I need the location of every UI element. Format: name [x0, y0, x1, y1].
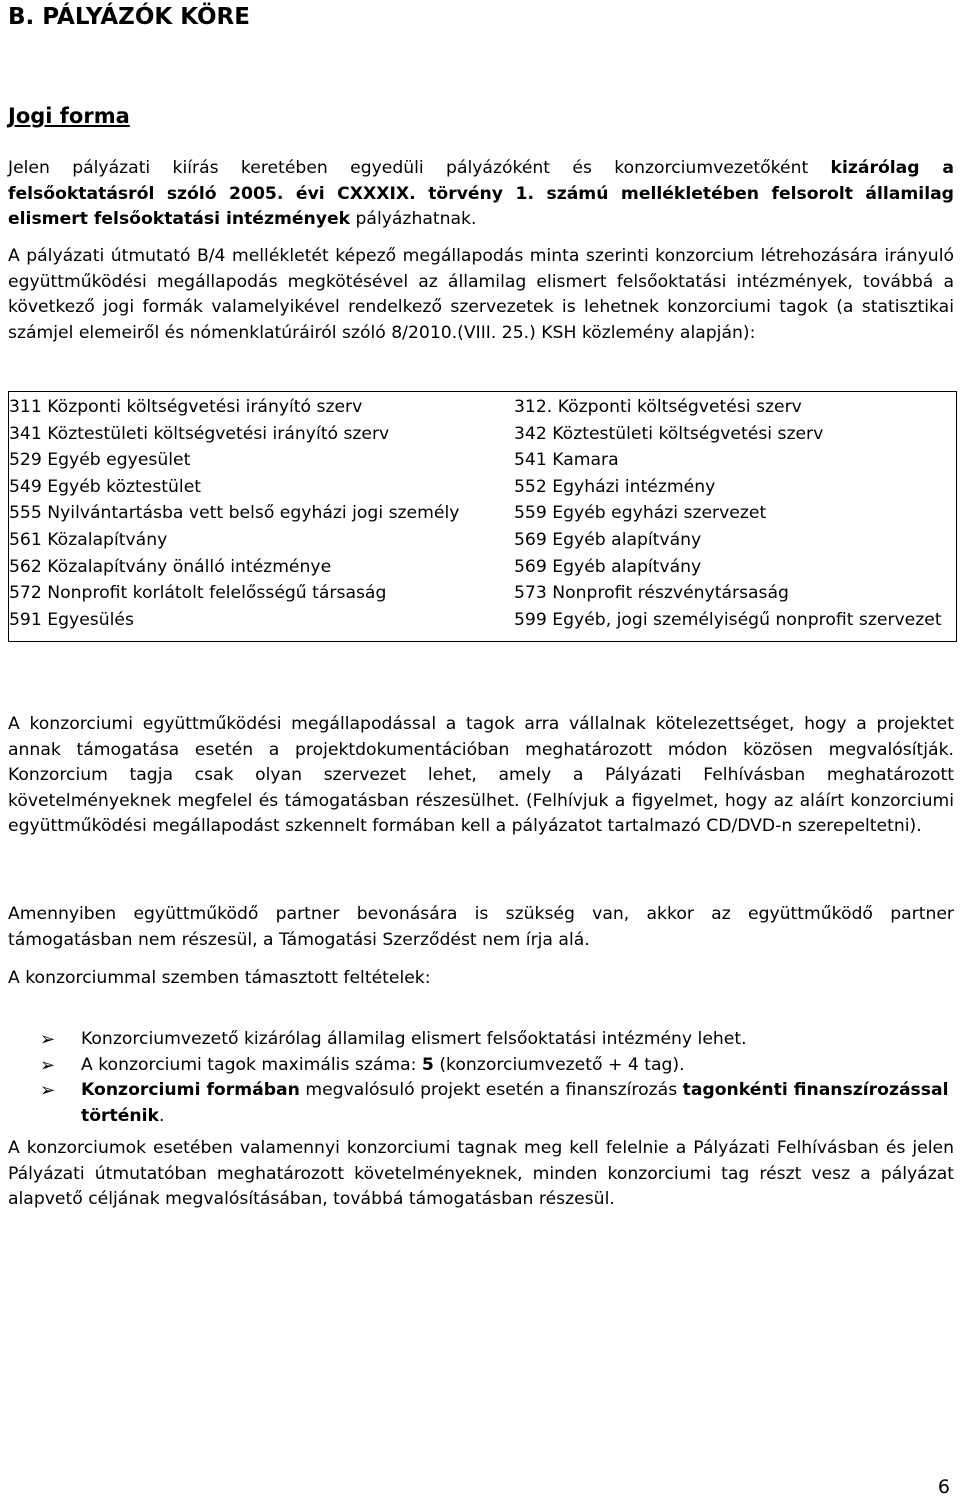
table-row [9, 580, 957, 607]
arrow-bullet-icon: ➢ [40, 1029, 56, 1050]
table-cell: 549 Egyéb köztestület [9, 476, 202, 497]
condition-text: Konzorciumvezető kizárólag államilag elismert felsőoktatási intézmény lehet. [81, 1029, 747, 1049]
table-cell: 599 Egyéb, jogi személyiségű nonprofit szervezet [514, 609, 942, 630]
arrow-bullet-icon: ➢ [40, 1054, 56, 1076]
table-cell: 573 Nonprofit részvénytársaság [514, 583, 789, 604]
condition-text: A konzorciumi tagok maximális száma: [81, 1054, 422, 1075]
paragraph-consortium-agreement: A konzorciumi együttműködési megállapodással a tagok arra vállalnak kötelezettséget, hogy a projektet annak támogatása esetén a projektdokumentációban meghatározott módon közösen megvalósítják. Konzorcium tagja csak olyan szervezet lehet, amely a Pályázati Felhívásban meghatározott követelményeknek megfelel és támogatásban részesülhet. (Felhívjuk a figyelmet, hogy az aláírt konzorciumi együttműködési megállapodást szkennelt formában kell a pályázatot tartalmazó CD/DVD-n szerepeltetni). [8, 714, 954, 836]
page-number: 6 [937, 1476, 950, 1498]
table-cell: 552 Egyházi intézmény [514, 476, 716, 497]
condition-text: (konzorciumvezető + 4 tag). [433, 1054, 685, 1075]
condition-bold: tagonkénti finanszírozással történik [81, 1080, 949, 1126]
table-row [9, 500, 957, 527]
table-cell: 541 Kamara [514, 450, 619, 471]
codes-table-body [9, 392, 957, 642]
table-cell: 555 Nyilvántartásba vett belső egyházi jogi személy [9, 503, 460, 524]
condition-bold: Konzorciumi formában [81, 1080, 300, 1100]
table-row [9, 554, 957, 581]
table-row [9, 447, 957, 474]
table-cell: 572 Nonprofit korlátolt felelősségű társaság [9, 583, 387, 604]
subsection-title: Jogi forma [8, 104, 130, 128]
conditions-list [8, 1027, 954, 1129]
table-cell: 569 Egyéb alapítvány [514, 529, 702, 550]
table-cell: 561 Közalapítvány [9, 529, 168, 550]
condition-bold: 5 [421, 1054, 434, 1075]
condition-item [8, 1027, 954, 1053]
table-cell: 311 Központi költségvetési irányító szerv [9, 397, 363, 417]
condition-item [8, 1078, 954, 1129]
table-row [9, 474, 957, 501]
table-cell: 569 Egyéb alapítvány [514, 556, 702, 577]
table-cell: 342 Köztestületi költségvetési szerv [514, 423, 824, 444]
table-cell: 529 Egyéb egyesület [9, 450, 191, 471]
table-row [9, 527, 957, 554]
para1-text-1: Jelen pályázati kiírás keretében egyedüli pályázóként és konzorciumvezetőként [8, 158, 831, 178]
table-cell: 312. Központi költségvetési szerv [514, 397, 802, 417]
paragraph-cooperating-partner: Amennyiben együttműködő partner bevonására is szükség van, akkor az együttműködő partner támogatásban nem részesül, a Támogatási Szerződést nem írja alá. [8, 904, 954, 950]
paragraph-eligible-applicants [8, 156, 954, 233]
table-row [9, 392, 957, 421]
conditions-intro: A konzorciummal szemben támasztott feltételek: [8, 968, 431, 988]
paragraph-consortium-members: A pályázati útmutató B/4 mellékletét képező megállapodás minta szerinti konzorcium létrehozására irányuló együttműködési megállapodás megkötésével az államilag elismert felsőoktatási intézmények, továbbá a következő jogi formák valamelyikével rendelkező szervezetek is lehetnek konzorciumi tagok (a statisztikai számjel elemeiről és nómenklatúráiról szóló 8/2010.(VIII. 25.) KSH közlemény alapján): [8, 246, 954, 343]
table-cell: 559 Egyéb egyházi szervezet [514, 503, 767, 524]
para1-bold: kizárólag a felsőoktatásról szóló 2005. évi CXXXIX. törvény 1. számú mellékletében felsorolt államilag elismert felsőoktatási intézmények [8, 158, 954, 229]
para1-text-2: pályázhatnak. [350, 209, 477, 229]
table-cell: 562 Közalapítvány önálló intézménye [9, 556, 332, 577]
condition-text: . [158, 1105, 165, 1126]
paragraph-consortium-requirements: A konzorciumok esetében valamennyi konzorciumi tagnak meg kell felelnie a Pályázati Felhívásban és jelen Pályázati útmutatóban meghatározott követelményeknek, minden konzorciumi tag részt vesz a pályázat alapvető céljának megvalósításában, továbbá támogatásban részesül. [8, 1138, 954, 1209]
table-cell: 591 Egyesülés [9, 609, 134, 630]
section-title: B. PÁLYÁZÓK KÖRE [8, 4, 250, 30]
condition-item [8, 1053, 954, 1079]
table-row [9, 421, 957, 448]
arrow-bullet-icon: ➢ [40, 1080, 56, 1101]
legal-form-codes-table [8, 391, 957, 642]
table-row [9, 607, 957, 642]
condition-text: megvalósuló projekt esetén a finanszírozás [299, 1080, 683, 1100]
table-cell: 341 Köztestületi költségvetési irányító szerv [9, 423, 390, 444]
